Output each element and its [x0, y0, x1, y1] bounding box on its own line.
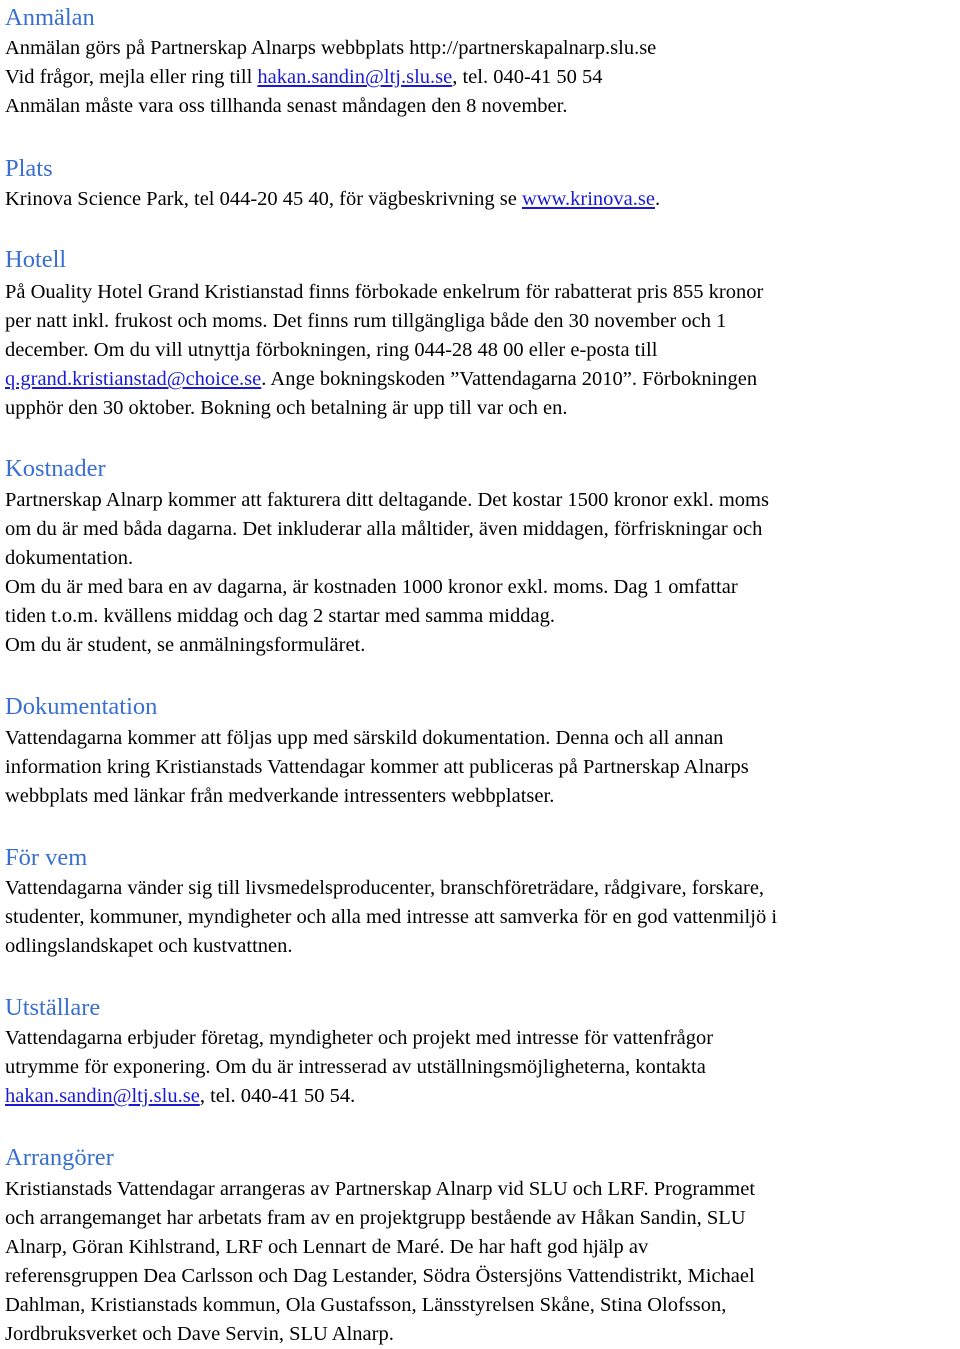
- heading-hotell: Hotell: [5, 246, 67, 273]
- dokumentation-line-2: information kring Kristianstads Vattendagar kommer att publiceras på Partnerskap Alnarps: [5, 756, 749, 778]
- arrangorer-line-4: referensgruppen Dea Carlsson och Dag Lestander, Södra Östersjöns Vattendistrikt, Michael: [5, 1265, 755, 1287]
- plats-line-1: [5, 189, 660, 210]
- anmalan-line-3: Anmälan måste vara oss tillhanda senast måndagen den 8 november.: [5, 95, 568, 117]
- kostnader-line-5: tiden t.o.m. kvällens middag och dag 2 startar med samma middag.: [5, 605, 555, 627]
- arrangorer-line-2: och arrangemanget har arbetats fram av en projektgrupp bestående av Håkan Sandin, SLU: [5, 1207, 746, 1229]
- dokumentation-line-1: Vattendagarna kommer att följas upp med särskild dokumentation. Denna och all annan: [5, 727, 724, 749]
- forvem-line-3: odlingslandskapet och kustvattnen.: [5, 935, 293, 957]
- utstallare-line-2: utrymme för exponering. Om du är intresserad av utställningsmöjligheterna, kontakta: [5, 1056, 706, 1078]
- kostnader-line-4: Om du är med bara en av dagarna, är kostnaden 1000 kronor exkl. moms. Dag 1 omfattar: [5, 576, 738, 598]
- anmalan-line-1: Anmälan görs på Partnerskap Alnarps webbplats http://partnerskapalnarp.slu.se: [5, 37, 657, 59]
- heading-plats: Plats: [5, 155, 53, 182]
- utstallare-line-1: Vattendagarna erbjuder företag, myndigheter och projekt med intresse för vattenfrågor: [5, 1027, 714, 1049]
- heading-for-vem: För vem: [5, 844, 88, 871]
- hotell-line-3: december. Om du vill utnyttja förbokningen, ring 044-28 48 00 eller e-posta till: [5, 339, 658, 361]
- dokumentation-line-3: webbplats med länkar från medverkande intressenters webbplatser.: [5, 785, 555, 807]
- utstallare-phone-text: , tel. 040-41 50 54.: [199, 1085, 356, 1107]
- anmalan-line-2-text: Vid frågor, mejla eller ring till: [5, 66, 258, 88]
- kostnader-line-2: om du är med båda dagarna. Det inkluderar alla måltider, även middagen, förfriskningar och: [5, 518, 763, 540]
- heading-kostnader: Kostnader: [5, 455, 106, 482]
- utstallare-line-3: [5, 1086, 355, 1107]
- forvem-line-1: Vattendagarna vänder sig till livsmedelsproducenter, branschföreträdare, rådgivare, forskare,: [5, 877, 765, 899]
- heading-utstallare: Utställare: [5, 994, 101, 1021]
- plats-period: .: [654, 188, 661, 210]
- heading-anmalan: Anmälan: [5, 4, 95, 31]
- anmalan-line-2: [5, 67, 603, 88]
- anmalan-phone-text: , tel. 040-41 50 54: [452, 66, 603, 88]
- kostnader-line-1: Partnerskap Alnarp kommer att fakturera ditt deltagande. Det kostar 1500 kronor exkl. moms: [5, 489, 769, 511]
- kostnader-line-6: Om du är student, se anmälningsformuläret.: [5, 634, 366, 656]
- email-link-hakan[interactable]: hakan.sandin@ltj.slu.se: [257, 66, 453, 88]
- hotel-email-link[interactable]: q.grand.kristianstad@choice.se: [5, 368, 262, 390]
- arrangorer-line-5: Dahlman, Kristianstads kommun, Ola Gustafsson, Länsstyrelsen Skåne, Stina Olofsson,: [5, 1294, 727, 1316]
- hotell-line-4: [5, 369, 757, 390]
- hotell-line-5: upphör den 30 oktober. Bokning och betalning är upp till var och en.: [5, 397, 568, 419]
- heading-arrangorer: Arrangörer: [5, 1144, 114, 1171]
- hotell-line-4-text: . Ange bokningskoden ”Vattendagarna 2010”. Förbokningen: [261, 368, 758, 390]
- kostnader-line-3: dokumentation.: [5, 547, 134, 569]
- forvem-line-2: studenter, kommuner, myndigheter och alla med intresse att samverka för en god vattenmiljö i: [5, 906, 778, 928]
- exhibitor-email-link[interactable]: hakan.sandin@ltj.slu.se: [5, 1085, 200, 1107]
- arrangorer-line-3: Alnarp, Göran Kihlstrand, LRF och Lennart de Maré. De har haft god hjälp av: [5, 1236, 649, 1258]
- arrangorer-line-6: Jordbruksverket och Dave Servin, SLU Alnarp.: [5, 1323, 394, 1345]
- hotell-line-2: per natt inkl. frukost och moms. Det finns rum tillgängliga både den 30 november och 1: [5, 310, 727, 332]
- krinova-link[interactable]: www.krinova.se: [521, 188, 655, 210]
- hotell-line-1: På Ouality Hotel Grand Kristianstad finns förbokade enkelrum för rabatterat pris 855 kronor: [5, 281, 764, 303]
- heading-dokumentation: Dokumentation: [5, 693, 158, 720]
- arrangorer-line-1: Kristianstads Vattendagar arrangeras av Partnerskap Alnarp vid SLU och LRF. Programmet: [5, 1178, 756, 1200]
- plats-text: Krinova Science Park, tel 044-20 45 40, för vägbeskrivning se: [5, 188, 522, 210]
